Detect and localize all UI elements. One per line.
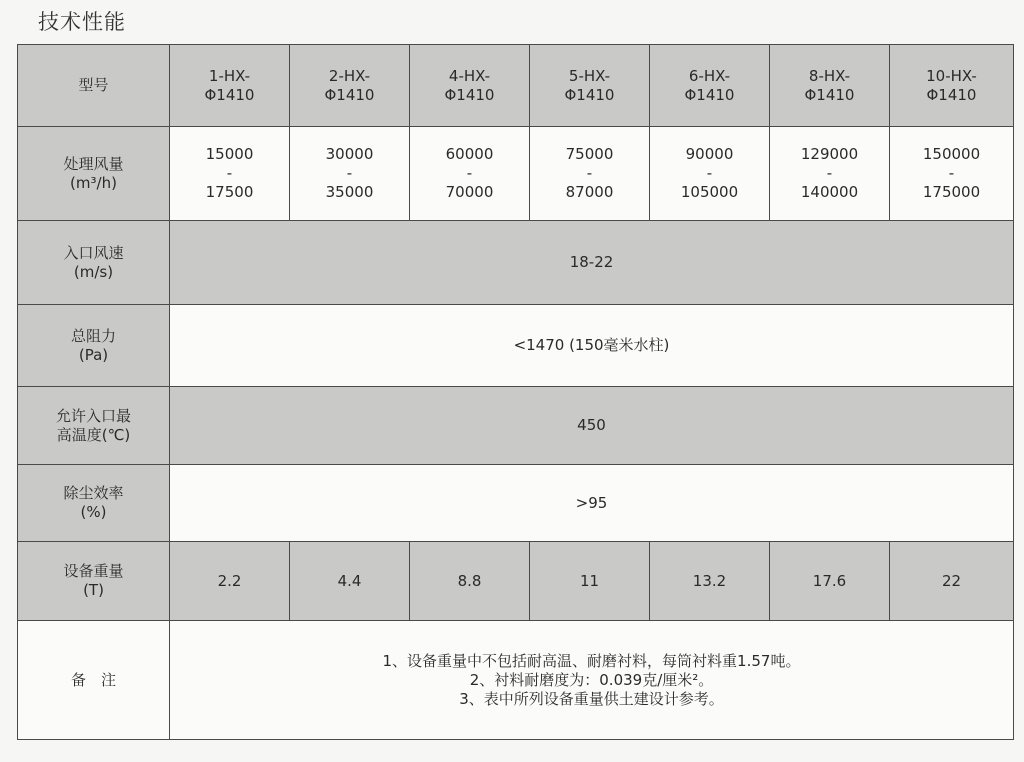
max-temp-row (18, 387, 1014, 465)
model-cell: 10-HX- Φ1410 (890, 45, 1014, 127)
page-title: 技术性能 (38, 10, 126, 34)
weight-cell: 2.2 (170, 542, 290, 621)
notes-row (18, 621, 1014, 740)
notes-cell (170, 621, 1014, 740)
weight-cell: 8.8 (410, 542, 530, 621)
weight-cell: 17.6 (770, 542, 890, 621)
airflow-cell: 75000 - 87000 (530, 127, 650, 221)
note-line: 3、表中所列设备重量供土建设计参考。 (459, 689, 724, 708)
row-header-efficiency: 除尘效率 (%) (18, 465, 170, 542)
efficiency-value: >95 (170, 465, 1014, 542)
max-temp-value: 450 (170, 387, 1014, 465)
note-line: 1、设备重量中不包括耐高温、耐磨衬料，每筒衬料重1.57吨。 (382, 651, 801, 670)
airflow-cell: 15000 - 17500 (170, 127, 290, 221)
model-cell: 1-HX- Φ1410 (170, 45, 290, 127)
model-cell: 4-HX- Φ1410 (410, 45, 530, 127)
row-header-resistance: 总阻力 (Pa) (18, 305, 170, 387)
model-cell: 8-HX- Φ1410 (770, 45, 890, 127)
model-cell: 2-HX- Φ1410 (290, 45, 410, 127)
weight-cell: 11 (530, 542, 650, 621)
model-row (18, 45, 1014, 127)
airflow-cell: 150000 - 175000 (890, 127, 1014, 221)
row-header-notes: 备 注 (18, 621, 170, 740)
spec-table (17, 44, 1014, 740)
model-cell: 6-HX- Φ1410 (650, 45, 770, 127)
resistance-value: <1470 (150毫米水柱) (170, 305, 1014, 387)
note-line: 2、衬料耐磨度为：0.039克/厘米²。 (469, 670, 714, 689)
weight-cell: 13.2 (650, 542, 770, 621)
model-cell: 5-HX- Φ1410 (530, 45, 650, 127)
weight-cell: 4.4 (290, 542, 410, 621)
airflow-cell: 60000 - 70000 (410, 127, 530, 221)
weight-row (18, 542, 1014, 621)
efficiency-row (18, 465, 1014, 542)
row-header-max-temp: 允许入口最 高温度(℃) (18, 387, 170, 465)
airflow-cell: 90000 - 105000 (650, 127, 770, 221)
inlet-speed-row (18, 221, 1014, 305)
resistance-row (18, 305, 1014, 387)
row-header-airflow: 处理风量 (m³/h) (18, 127, 170, 221)
airflow-cell: 129000 - 140000 (770, 127, 890, 221)
inlet-speed-value: 18-22 (170, 221, 1014, 305)
airflow-cell: 30000 - 35000 (290, 127, 410, 221)
row-header-weight: 设备重量 (T) (18, 542, 170, 621)
row-header-model: 型号 (18, 45, 170, 127)
row-header-inlet-speed: 入口风速 (m/s) (18, 221, 170, 305)
weight-cell: 22 (890, 542, 1014, 621)
airflow-row (18, 127, 1014, 221)
